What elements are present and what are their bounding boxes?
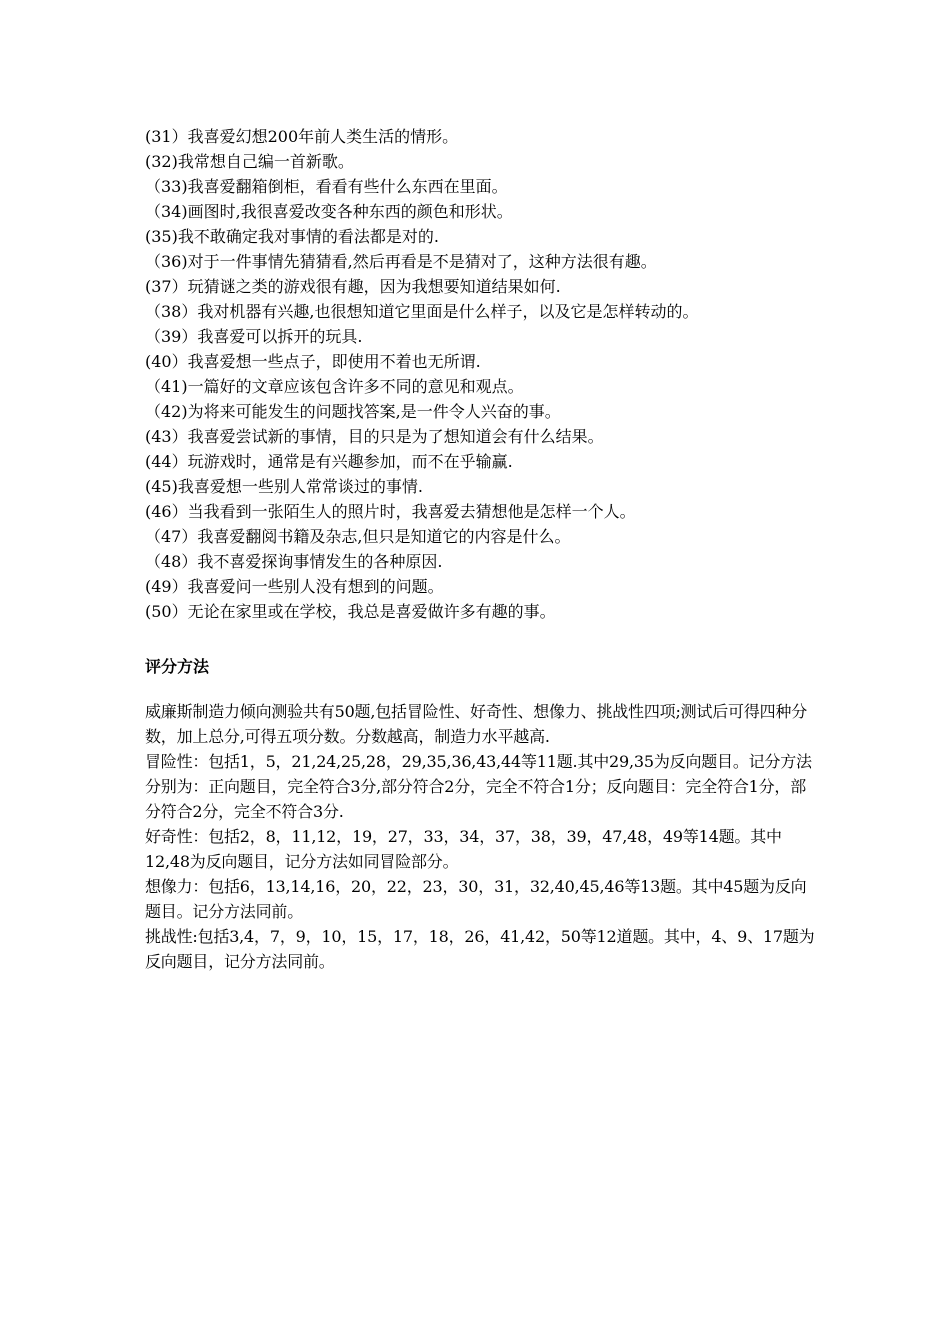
list-item: （48）我不喜爱探询事情发生的各种原因. <box>145 552 443 571</box>
scoring-paragraph: 威廉斯制造力倾向测验共有50题,包括冒险性、好奇性、想像力、挑战性四项;测试后可得四种分数，加上总分,可得五项分数。分数越高，制造力水平越高. <box>145 702 808 746</box>
list-item: (35)我不敢确定我对事情的看法都是对的. <box>145 227 439 246</box>
list-item: (43）我喜爱尝试新的事情，目的只是为了想知道会有什么结果。 <box>145 427 604 446</box>
list-item: （34)画图时,我很喜爱改变各种东西的颜色和形状。 <box>145 202 513 221</box>
scoring-paragraph: 挑战性:包括3,4，7，9，10，15，17，18，26，41,42，50等12道题。其中，4、9、17题为反向题目，记分方法同前。 <box>145 927 815 971</box>
list-item: （42)为将来可能发生的问题找答案,是一件令人兴奋的事。 <box>145 402 561 421</box>
list-item: (45)我喜爱想一些别人常常谈过的事情. <box>145 477 423 496</box>
list-item: （38）我对机器有兴趣,也很想知道它里面是什么样子，以及它是怎样转动的。 <box>145 302 699 321</box>
list-item: (31）我喜爱幻想200年前人类生活的情形。 <box>145 127 459 146</box>
scoring-paragraph: 冒险性：包括1，5，21,24,25,28，29,35,36,43,44等11题.其中29,35为反向题目。记分方法分别为：正向题目，完全符合3分,部分符合2分，完全不符合1分；反向题目：完全符合1分，部分符合2分，完全不符合3分. <box>145 752 812 821</box>
list-item: (40）我喜爱想一些点子，即使用不着也无所谓. <box>145 352 481 371</box>
scoring-paragraph: 好奇性：包括2，8，11,12，19，27，33，34，37，38，39，47,48，49等14题。其中12,48为反向题目，记分方法如同冒险部分。 <box>145 827 782 871</box>
list-item: （47）我喜爱翻阅书籍及杂志,但只是知道它的内容是什么。 <box>145 527 571 546</box>
list-item: (44）玩游戏时，通常是有兴趣参加，而不在乎输赢. <box>145 452 513 471</box>
section-title: 评分方法 <box>145 657 210 676</box>
list-item: (32)我常想自己编一首新歌。 <box>145 152 354 171</box>
document-page <box>145 124 815 974</box>
question-list <box>145 124 815 624</box>
list-item: (37）玩猜谜之类的游戏很有趣，因为我想要知道结果如何. <box>145 277 561 296</box>
list-item: (50）无论在家里或在学校，我总是喜爱做许多有趣的事。 <box>145 602 556 621</box>
list-item: （36)对于一件事情先猜猜看,然后再看是不是猜对了，这种方法很有趣。 <box>145 252 657 271</box>
list-item: (46）当我看到一张陌生人的照片时，我喜爱去猜想他是怎样一个人。 <box>145 502 636 521</box>
list-item: （33)我喜爱翻箱倒柜，看看有些什么东西在里面。 <box>145 177 508 196</box>
list-item: （41)一篇好的文章应该包含许多不同的意见和观点。 <box>145 377 524 396</box>
list-item: (49）我喜爱问一些别人没有想到的问题。 <box>145 577 444 596</box>
scoring-paragraph: 想像力：包括6，13,14,16，20，22，23，30，31，32,40,45,46等13题。其中45题为反向题目。记分方法同前。 <box>145 877 807 921</box>
scoring-section <box>145 699 815 974</box>
list-item: （39）我喜爱可以拆开的玩具. <box>145 327 363 346</box>
